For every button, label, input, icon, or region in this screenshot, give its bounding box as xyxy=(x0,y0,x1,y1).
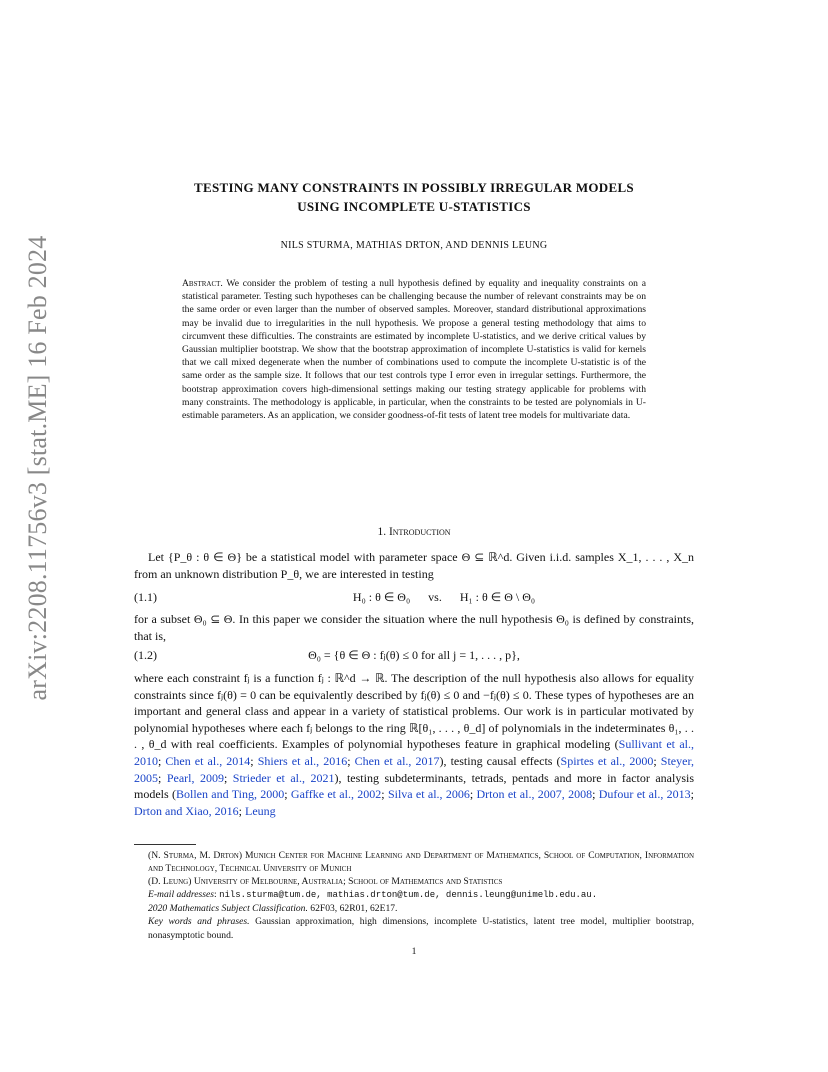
separator: ; xyxy=(223,770,233,785)
separator: ; xyxy=(592,787,599,802)
citation-link[interactable]: Dufour et al., 2013 xyxy=(598,787,691,802)
separator: ; xyxy=(284,787,291,802)
separator: ; xyxy=(653,753,661,768)
page-number: 1 xyxy=(411,946,417,957)
citation-link[interactable]: Steyer, 2005 xyxy=(134,753,694,785)
affiliation-1: (N. Sturma, M. Drton) Munich Center for Machine Learning and Department of Mathematics, School of Computation, Information and Technology, Technical University of Munich xyxy=(148,850,694,875)
paper-title xyxy=(134,178,694,216)
equation-body xyxy=(134,590,694,605)
citation-link[interactable]: Gaffke et al., 2002 xyxy=(290,787,382,802)
separator: ; xyxy=(238,803,245,818)
alternative-hypothesis: H₁ : θ ∈ Θ \ Θ₀ xyxy=(459,590,536,604)
equation-number: (1.1) xyxy=(134,590,157,604)
null-hypothesis: H₀ : θ ∈ Θ₀ xyxy=(352,590,411,604)
keywords-label: Key words and phrases. xyxy=(148,916,250,928)
separator: ; xyxy=(469,787,477,802)
intro-paragraph-3 xyxy=(134,670,694,819)
section-heading xyxy=(134,526,694,538)
citation-link[interactable]: Pearl, 2009 xyxy=(166,770,224,785)
section-title: Introduction xyxy=(388,526,451,538)
separator: ; xyxy=(158,770,167,785)
email-line: E-mail addresses: nils.sturma@tum.de, mathias.drton@tum.de, dennis.leung@unimelb.edu.au. xyxy=(148,889,598,901)
citation-link[interactable]: Bollen and Ting, 2000 xyxy=(175,787,285,802)
citation-link[interactable]: Drton and Xiao, 2016 xyxy=(134,803,239,818)
title-line-1: TESTING MANY CONSTRAINTS IN POSSIBLY IRREGULAR MODELS xyxy=(194,180,634,195)
section-number: 1. xyxy=(377,526,387,538)
abstract xyxy=(182,277,646,422)
intro-paragraph-2: for a subset Θ₀ ⊆ Θ. In this paper we consider the situation where the null hypothesis Θ₀ is defined by constraints, that is, xyxy=(134,612,694,643)
citation-link[interactable]: Sullivant et al., 2010 xyxy=(134,737,694,768)
separator: ; xyxy=(690,787,694,802)
citation-link[interactable]: Strieder et al., 2021 xyxy=(232,770,335,785)
citation-link[interactable]: Chen et al., 2014 xyxy=(165,753,251,768)
abstract-text: We consider the problem of testing a null hypothesis defined by equality and inequality constraints on a statistical parameter. Testing such hypotheses can be challenging because the number of relevant constraints may be on the same order or even larger than the number of observed samples. Moreover, standard distributional approximations may be invalid due to irregularities in the null hypothesis. We propose a general testing methodology that aims to circumvent these difficulties. The constraints are estimated by incomplete U-statistics, and we derive critical values by Gaussian multiplier bootstrap. We show that the bootstrap approximation of incomplete U-statistics is valid for kernels that we call mixed degenerate when the number of combinations used to compute the incomplete U-statistic is of the same order as the sample size. It follows that our test controls type I error even in irregular settings. Furthermore, the bootstrap approximation covers high-dimensional settings making our testing strategy applicable for problems with many constraints. The methodology is applicable, in particular, when the constraints to be tested are polynomials in U-estimable parameters. As an application, we consider goodness-of-fit tests of latent tree models for multivariate data. xyxy=(182,278,646,422)
msc-label: 2020 Mathematics Subject Classification. xyxy=(148,903,308,915)
abstract-label: Abstract. xyxy=(182,278,223,289)
citation-link[interactable]: Leung xyxy=(245,803,276,818)
separator: ; xyxy=(347,753,355,768)
citation-link[interactable]: Spirtes et al., 2000 xyxy=(560,753,654,768)
paragraph-text: where each constraint fⱼ is a function fⱼ : ℝ^d → ℝ. The description of the null hypothesis also allows for equality constraints since fⱼ(θ) = 0 can be equivalently described by fⱼ(θ) ≤ 0 and −fⱼ(θ) ≤ 0. These types of hypotheses are an important and general class and appear in a variety of statistical problems. Our work is in particular motivated by polynomial hypotheses where each fⱼ belongs to the ring ℝ[θ₁, . . . , θ_d] of polynomials in the indeterminates θ₁, . . . , θ_d with real coefficients. Examples of polynomial hypotheses feature in graphical modeling ( xyxy=(134,671,694,752)
email-label: E-mail addresses xyxy=(148,889,214,901)
footnotes xyxy=(134,849,694,942)
equation-body: Θ₀ = {θ ∈ Θ : fⱼ(θ) ≤ 0 for all j = 1, . . . , p}, xyxy=(308,648,520,662)
keywords: Gaussian approximation, high dimensions, incomplete U-statistics, latent tree model, multiplier bootstrap, nonasymptotic bound. xyxy=(148,916,694,941)
versus-label: vs. xyxy=(428,590,442,604)
footnote-divider xyxy=(134,844,196,845)
msc-codes: 62F03, 62R01, 62E17. xyxy=(307,903,398,915)
affiliation-2: (D. Leung) University of Melbourne, Australia; School of Mathematics and Statistics xyxy=(148,876,503,888)
title-line-2: USING INCOMPLETE U-STATISTICS xyxy=(297,199,531,214)
equation-number: (1.2) xyxy=(134,648,157,662)
citation-link[interactable]: Drton et al., 2007, 2008 xyxy=(476,787,593,802)
citation-link[interactable]: Shiers et al., 2016 xyxy=(257,753,348,768)
separator: ; xyxy=(250,753,258,768)
email-addresses[interactable]: nils.sturma@tum.de, mathias.drton@tum.de, dennis.leung@unimelb.edu.au. xyxy=(219,890,598,901)
citation-link[interactable]: Chen et al., 2017 xyxy=(354,753,440,768)
keywords-line xyxy=(134,915,694,941)
equation-1-2 xyxy=(134,648,694,666)
separator: ; xyxy=(158,753,166,768)
paragraph-text: ), testing causal effects ( xyxy=(439,753,561,768)
equation-1-1 xyxy=(134,590,694,608)
arxiv-identifier: arXiv:2208.11756v3 [stat.ME] 16 Feb 2024 xyxy=(23,235,52,701)
paragraph-text: ), testing subdeterminants, tetrads, pentads and more in factor analysis models ( xyxy=(134,770,694,802)
arxiv-stamp xyxy=(16,0,60,1072)
separator: ; xyxy=(381,787,388,802)
author-list: NILS STURMA, MATHIAS DRTON, AND DENNIS LEUNG xyxy=(280,240,548,251)
citation-link[interactable]: Silva et al., 2006 xyxy=(387,787,470,802)
intro-paragraph-1: Let {P_θ : θ ∈ Θ} be a statistical model with parameter space Θ ⊆ ℝ^d. Given i.i.d. samples X_1, . . . , X_n from an unknown distribution P_θ, we are interested in testing xyxy=(134,550,694,581)
msc-line xyxy=(134,902,694,915)
